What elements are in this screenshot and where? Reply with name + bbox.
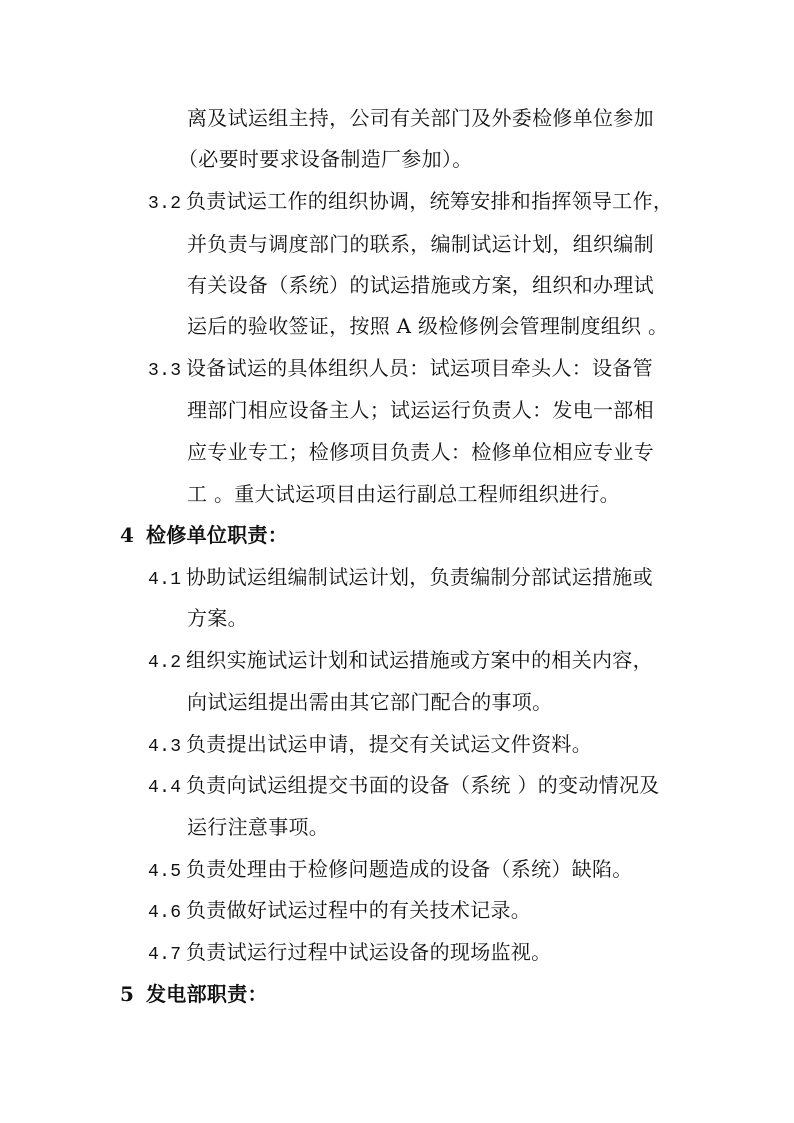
item-number: 3.2 xyxy=(148,194,182,214)
item-text: 负责试运行过程中试运设备的现场监视。 xyxy=(186,940,552,964)
item-text: 设备试运的具体组织人员：试运项目牵头人：设备管 xyxy=(186,356,653,380)
item-text: 协助试运组编制试运计划，负责编制分部试运措施或 xyxy=(186,565,653,589)
item-3-3-line-4: 工 。重大试运项目由运行副总工程师组织进行。 xyxy=(187,482,620,506)
item-text: 负责处理由于检修问题造成的设备（系统）缺陷。 xyxy=(186,857,633,881)
item-number: 4.4 xyxy=(148,778,182,798)
item-number: 4.1 xyxy=(148,570,182,590)
paragraph-continuation-line-1: 离及试运组主持，公司有关部门及外委检修单位参加 xyxy=(187,106,654,130)
item-number: 3.3 xyxy=(148,361,182,381)
item-text: 组织实施试运计划和试运措施或方案中的相关内容， xyxy=(186,648,653,672)
item-4-4-line-2: 运行注意事项。 xyxy=(187,815,330,839)
item-4-3-line-1 xyxy=(148,731,592,760)
item-4-2-line-2: 向试运组提出需由其它部门配合的事项。 xyxy=(187,690,553,714)
item-number: 4.5 xyxy=(148,862,182,882)
item-3-2-line-1 xyxy=(148,188,673,217)
section-number: 5 xyxy=(120,982,135,1006)
item-3-2-line-3: 有关设备（系统）的试运措施或方案，组织和办理试 xyxy=(187,273,654,297)
item-text: 负责试运工作的组织协调，统筹安排和指挥领导工作， xyxy=(186,189,674,213)
item-3-2-line-4: 运后的验收签证，按照 A 级检修例会管理制度组织 。 xyxy=(187,314,669,338)
item-number: 4.2 xyxy=(148,653,182,673)
section-title: 发电部职责： xyxy=(146,982,268,1006)
item-text: 负责做好试运过程中的有关技术记录。 xyxy=(186,898,532,922)
item-4-2-line-1 xyxy=(148,647,653,676)
item-4-5-line-1 xyxy=(148,856,633,885)
paragraph-continuation-line-2: （必要时要求设备制造厂参加）。 xyxy=(178,147,473,171)
item-4-4-line-1 xyxy=(148,772,660,801)
item-3-3-line-2: 理部门相应设备主人；试运运行负责人：发电一部相 xyxy=(187,398,654,422)
section-title: 检修单位职责： xyxy=(146,523,289,547)
item-number: 4.7 xyxy=(148,945,182,965)
section-heading-5 xyxy=(120,981,268,1007)
item-4-1-line-1 xyxy=(148,564,653,593)
item-text: 负责提出试运申请，提交有关试运文件资料。 xyxy=(186,732,592,756)
item-4-7-line-1 xyxy=(148,939,551,968)
item-3-3-line-3: 应专业专工；检修项目负责人：检修单位相应专业专 xyxy=(187,440,654,464)
section-heading-4 xyxy=(120,522,288,548)
section-number: 4 xyxy=(120,523,135,547)
item-number: 4.3 xyxy=(148,737,182,757)
item-text: 负责向试运组提交书面的设备（系统 ）的变动情况及 xyxy=(186,773,660,797)
item-3-3-line-1 xyxy=(148,355,653,384)
item-4-6-line-1 xyxy=(148,897,531,926)
item-3-2-line-2: 并负责与调度部门的联系，编制试运计划，组织编制 xyxy=(187,232,654,256)
item-4-1-line-2: 方案。 xyxy=(187,606,248,630)
item-number: 4.6 xyxy=(148,903,182,923)
